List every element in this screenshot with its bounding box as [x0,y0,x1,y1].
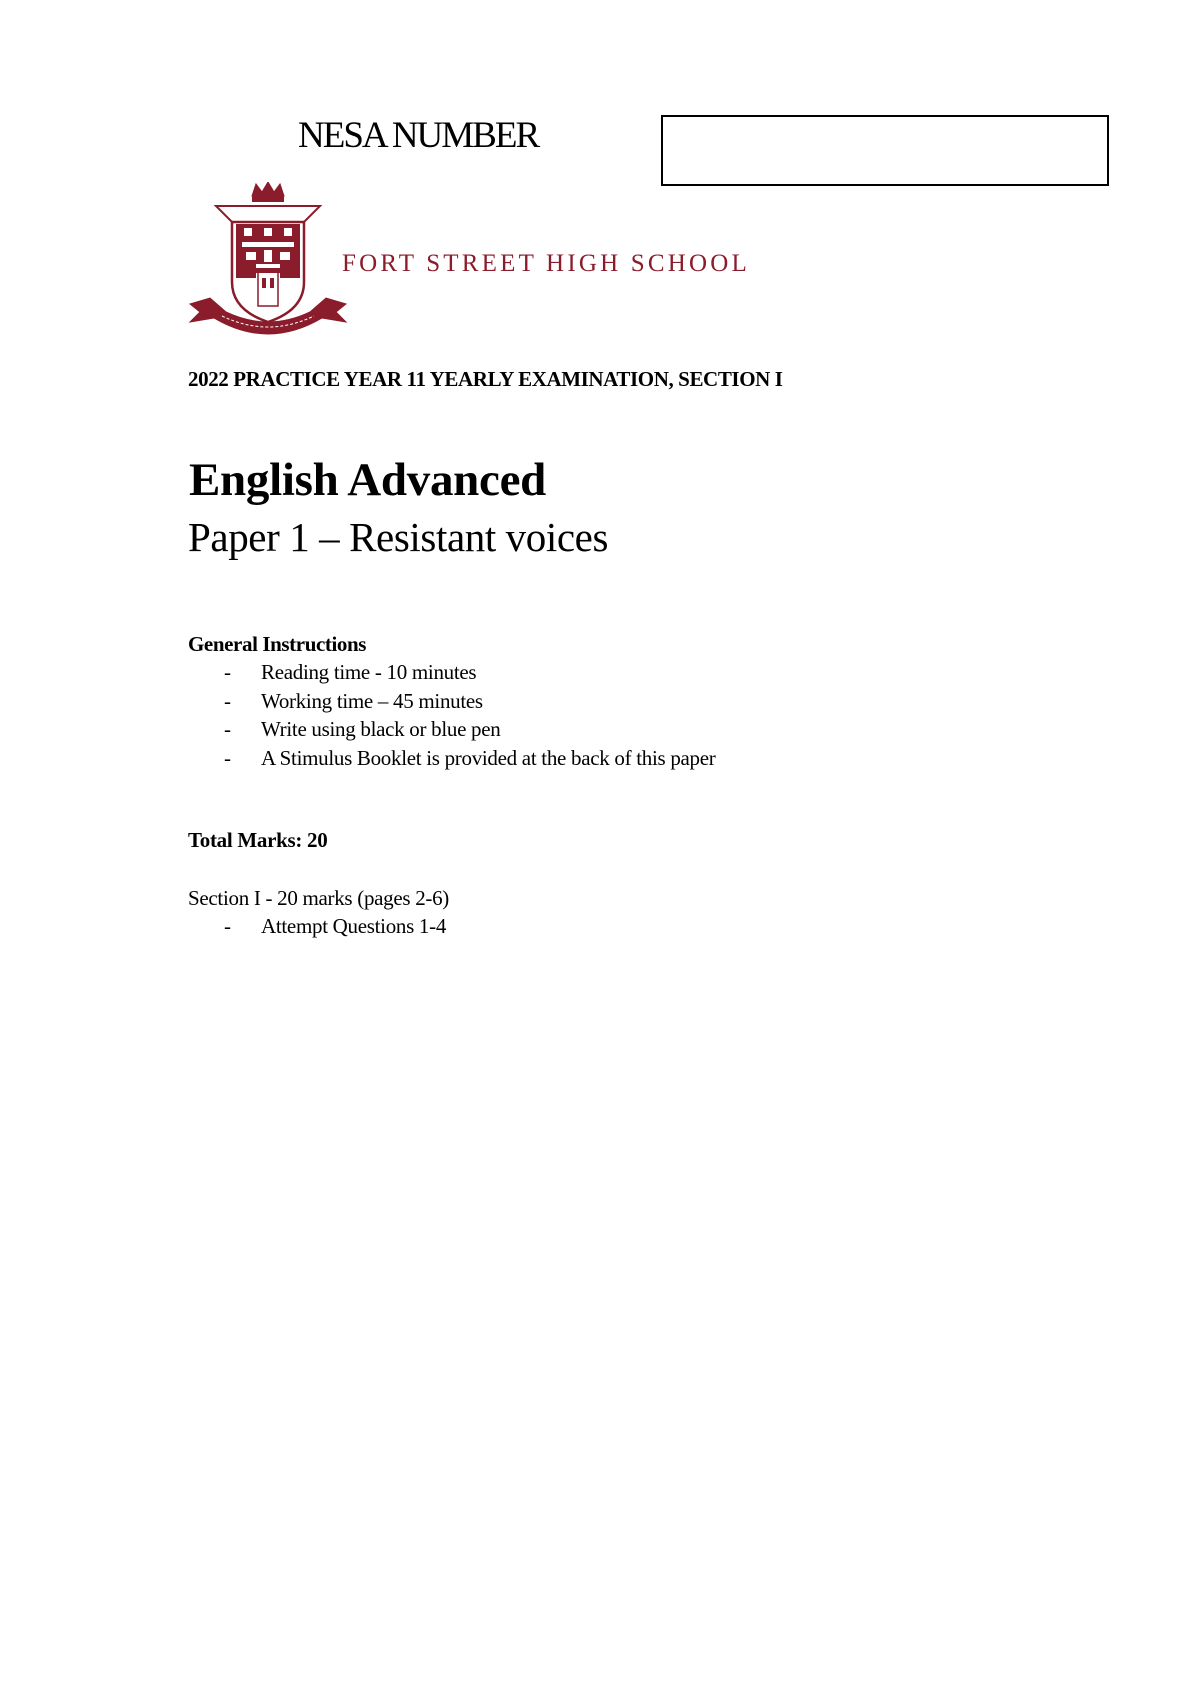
bullet-dash: - [224,688,231,713]
total-marks: Total Marks: 20 [188,828,328,852]
list-item [188,744,715,773]
bullet-dash: - [224,660,231,684]
school-name: FORT STREET HIGH SCHOOL [342,250,751,277]
list-item [188,912,446,941]
instructions-list [188,658,715,772]
bullet-dash: - [224,717,231,741]
section-item-text: Attempt Questions 1-4 [261,914,447,938]
list-item [188,715,715,744]
list-item [188,687,715,716]
exam-heading: 2022 PRACTICE YEAR 11 YEARLY EXAMINATION, SECTION I [188,367,783,391]
paper-title: Paper 1 – Resistant voices [188,514,609,560]
instruction-text: Working time – 45 minutes [261,688,483,713]
bullet-dash: - [224,914,231,938]
instruction-text: Write using black or blue pen [261,717,501,741]
subject-title: English Advanced [189,454,546,506]
section-marks: Section I - 20 marks (pages 2-6) [188,886,449,910]
section-list [188,912,446,941]
instruction-text: Reading time - 10 minutes [261,660,477,684]
nesa-number-label: NESA NUMBER [298,115,539,156]
list-item [188,658,715,687]
instructions-heading: General Instructions [188,632,367,656]
school-crest-icon [186,182,351,348]
bullet-dash: - [224,745,231,770]
nesa-number-field[interactable] [661,115,1109,186]
instruction-text: A Stimulus Booklet is provided at the back of this paper [261,745,716,770]
